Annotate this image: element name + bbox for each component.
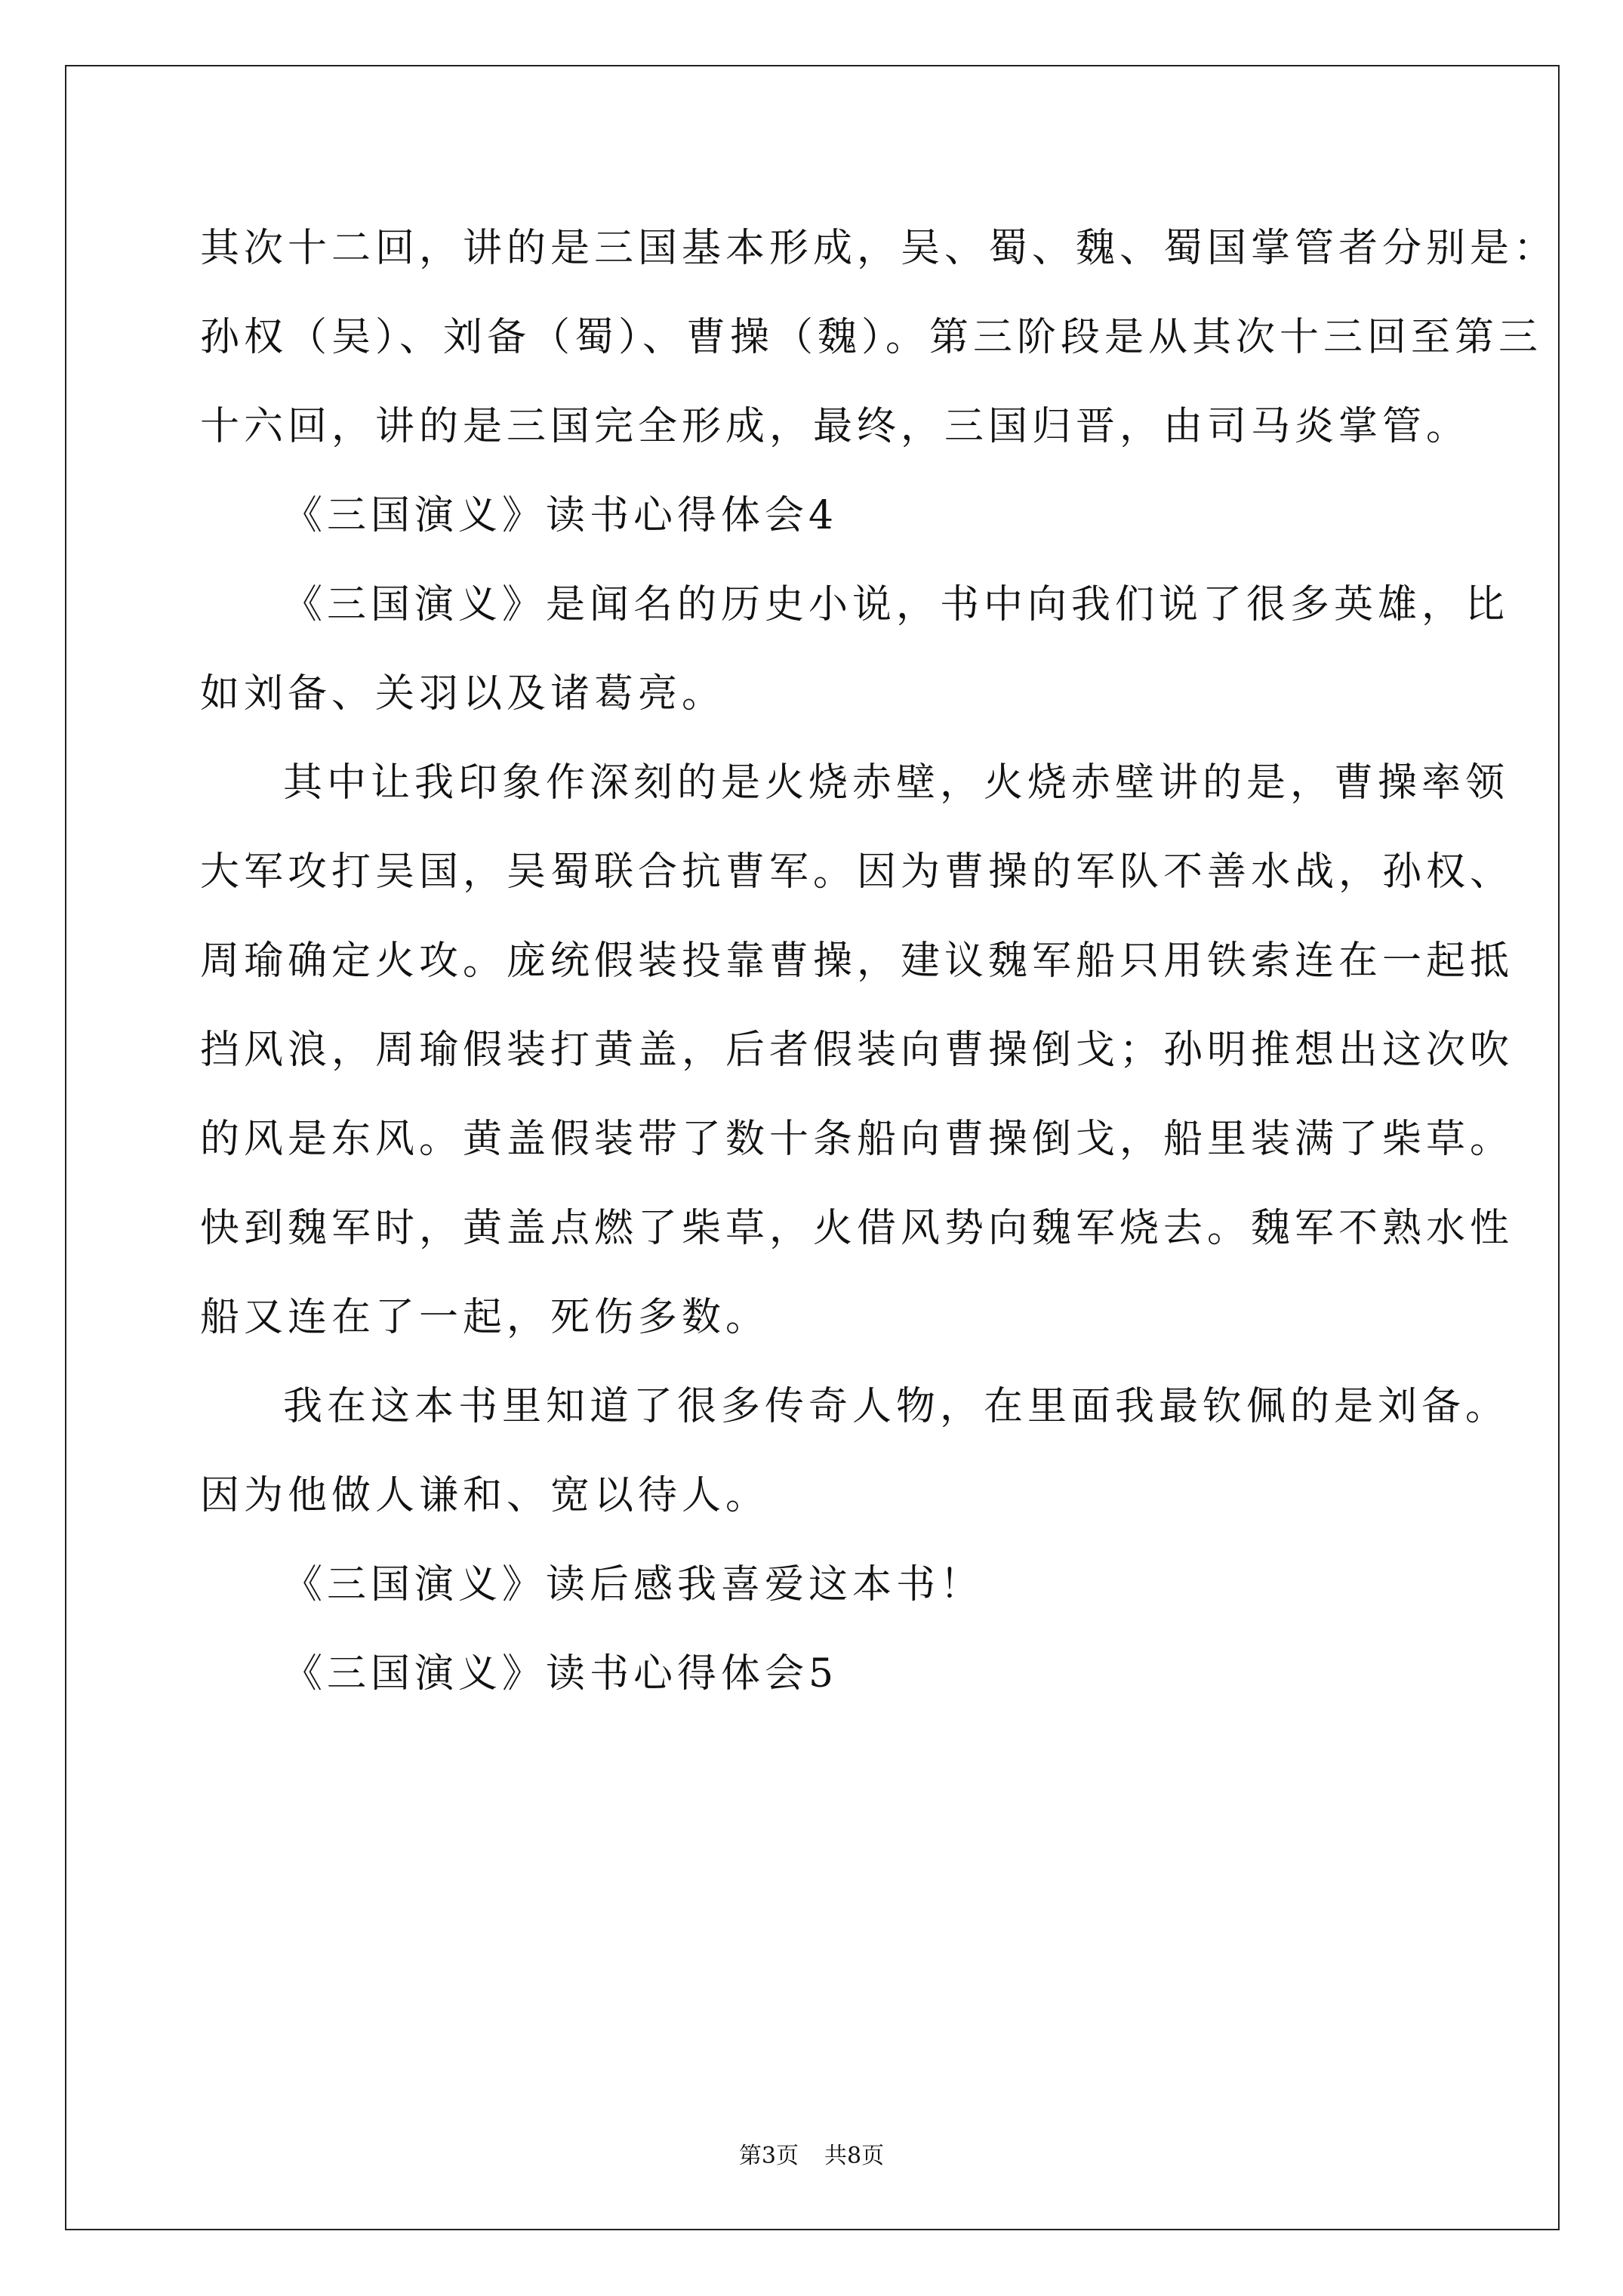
- text-line: 《三国演义》是闻名的历史小说，书中向我们说了很多英雄，比: [283, 582, 1510, 627]
- text-line: 因为他做人谦和、宽以待人。: [200, 1473, 770, 1518]
- text-line: 船又连在了一起，死伤多数。: [200, 1295, 770, 1340]
- section-heading: 《三国演义》读书心得体会5: [283, 1651, 839, 1697]
- section-heading: 《三国演义》读书心得体会4: [283, 493, 839, 538]
- text-line: 《三国演义》读后感我喜爱这本书！: [283, 1562, 984, 1607]
- text-line: 快到魏军时，黄盖点燃了柴草，火借风势向魏军烧去。魏军不熟水性: [200, 1206, 1514, 1251]
- page-number-total: 共8页: [824, 2143, 885, 2169]
- text-line: 孙权（吴）、刘备（蜀）、曹操（魏）。第三阶段是从其次十三回至第三: [200, 315, 1543, 360]
- text-line: 周瑜确定火攻。庞统假装投靠曹操，建议魏军船只用铁索连在一起抵: [200, 938, 1514, 984]
- page-number-current: 第3页: [738, 2143, 799, 2169]
- text-line: 如刘备、关羽以及诸葛亮。: [200, 671, 726, 717]
- text-line: 的风是东风。黄盖假装带了数十条船向曹操倒戈，船里装满了柴草。: [200, 1117, 1514, 1162]
- text-line: 大军攻打吴国，吴蜀联合抗曹军。因为曹操的军队不善水战，孙权、: [200, 849, 1514, 895]
- document-body: [200, 204, 1558, 1718]
- text-line: 其中让我印象作深刻的是火烧赤壁，火烧赤壁讲的是，曹操率领: [283, 760, 1510, 806]
- text-line: 其次十二回，讲的是三国基本形成，吴、蜀、魏、蜀国掌管者分别是：: [200, 226, 1558, 271]
- page-footer: [0, 2141, 1623, 2171]
- text-line: 挡风浪，周瑜假装打黄盖，后者假装向曹操倒戈；孙明推想出这次吹: [200, 1028, 1514, 1073]
- text-line: 我在这本书里知道了很多传奇人物，在里面我最钦佩的是刘备。: [283, 1384, 1510, 1429]
- text-line: 十六回，讲的是三国完全形成，最终，三国归晋，由司马炎掌管。: [200, 404, 1471, 449]
